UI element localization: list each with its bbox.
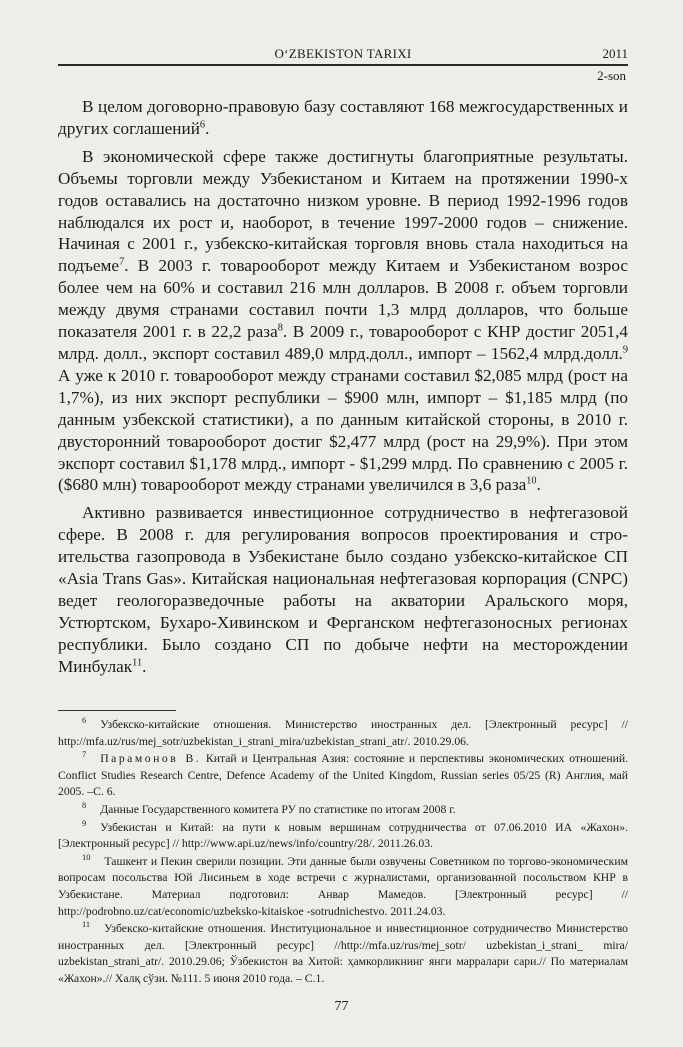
footnote-divider xyxy=(58,710,176,711)
footnote: $^{11}$ Узбекско-китайские отношения. Институциональное и инвестиционное сотрудничество Министерство иностранных дел. [Электронный ресурс] //http://mfa.uz/rus/mej_sotr/ uzbekistan_i_strani_ mira/ uzbekistan_strani_atr/. 2010.29.06; Ўзбекистон ва Хитой: ҳамкорликнинг янги марралари сари.// По материалам «Жахон».// Халқ сўзи. №111. 5 июня 2010 года. – С.1. xyxy=(58,919,628,985)
paragraph-1: В целом договорно-правовую базу составляют 168 межгосударственных и других соглашений$^6$. xyxy=(58,97,628,138)
main-text xyxy=(58,96,628,678)
footnote-ref: 7 xyxy=(119,256,125,268)
footnote: $^6$ Узбекско-китайские отношения. Министерство иностранных дел. [Электронный ресурс] // http://mfa.uz/rus/mej_sotr/uzbekistan_i_strani_mira/uzbekistan_strani_atr/. 2010.29.06. xyxy=(58,715,628,748)
issue-number: 2-son xyxy=(597,68,626,83)
running-header xyxy=(58,44,628,66)
paragraph-2: В экономической сфере также достигнуты благоприятные результаты. Объемы торговли между Узбекистаном и Китаем на протяжении 1990-х годов оставались на достаточно низком уровне. В период 1992-1996 годов наблюдался их рост и, наоборот, в течение 1997-2000 годов – снижение. Начиная с 2001 г., узбекско-китайская торговля вновь стала находиться на подъеме$^7$. В 2003 г. товарооборот между Китаем и Узбекистаном возрос более чем на 60% и составил 216 млн долларов. В 2008 г. объем торговли между двумя странами составил почти 1,3 млрд долларов, что больше показателя 2001 г. в 22,2 раза$^8$. В 2009 г., товарооборот с КНР достиг 2051,4 млрд. долл., экспорт составил 489,0 млрд.долл., импорт – 1562,4 млрд.долл.$^9$ А уже к 2010 г. товарооборот между странами составил $2,085 млрд (рост на 1,7%), из них экспорт республики – $900 млн, импорт – $1,185 млрд (по данным узбекской статистики), а по данным китайской стороны, в 2010 г. двусторонний товарооборот достиг $2,477 млрд (рост на 29,9%). При этом экспорт составил $1,178 млрд., импорт - $1,299 млрд. По сравнению с 2005 г. ($680 млн) товарооборот между странами увеличился в 3,6 раза$^{10}$. xyxy=(58,146,628,495)
footnote-ref: 6 xyxy=(199,119,206,131)
footnote-ref: 11 xyxy=(132,656,143,668)
footnote-ref: 9 xyxy=(622,344,628,356)
journal-title: O‘ZBEKISTON TARIXI xyxy=(274,46,412,61)
footnote: $^7$ Парамонов В. Китай и Центральная Азия: состояние и перспективы экономических отношений. Conflict Studies Research Centre, Defence Academy of the United Kingdom, Russian series 05/25 (R) Англия, май 2005. –С. 6. xyxy=(58,749,629,799)
footnote-ref: 8 xyxy=(277,322,283,334)
footnote: $^9$ Узбекистан и Китай: на пути к новым вершинам сотрудничества от 07.06.2010 ИА «Жахон». [Электронный ресурс] // http://www.api.uz/news/info/country/28/. 2011.26.03. xyxy=(58,817,628,851)
footnote: $^{10}$ Ташкент и Пекин сверили позиции. Эти данные были озвучены Советником по торгово-экономическим вопросам посольства Юй Лисиньем в ходе встречи с журналистами, организованной посольством КНР в Узбекистане. Материал подготовил: Анвар Мамедов. [Электронный ресурс] // http://podrobno.uz/cat/economic/uzbeksko-kitaiskoe -sotrudnichestvo. 2011.24.03. xyxy=(58,851,628,918)
paragraph-3: Активно развивается инвестиционное сотрудничество в нефтегазовой сфере. В 2008 г. для регулирования вопросов проектирования и строительства газопровода в Узбекистане было создано узбекско-китайское СП «Asia Trans Gas». Китайская национальная нефтегазовая корпорация (CNPC) ведет геологоразведочные работы на акватории Аральского моря, Устюртском, Бухаро-Хивинском и Ферганском нефтегазоносных регионах республики. Было создано СП по добыче нефти на месторождении Минбулак$^{11}$. xyxy=(58,503,628,676)
footnotes xyxy=(58,717,628,989)
page-number: 77 xyxy=(334,999,349,1014)
footnote-ref: 10 xyxy=(526,475,537,487)
footnote: $^8$ Данные Государственного комитета РУ по статистике по итогам 2008 г. xyxy=(82,800,456,816)
year: 2011 xyxy=(602,46,628,61)
